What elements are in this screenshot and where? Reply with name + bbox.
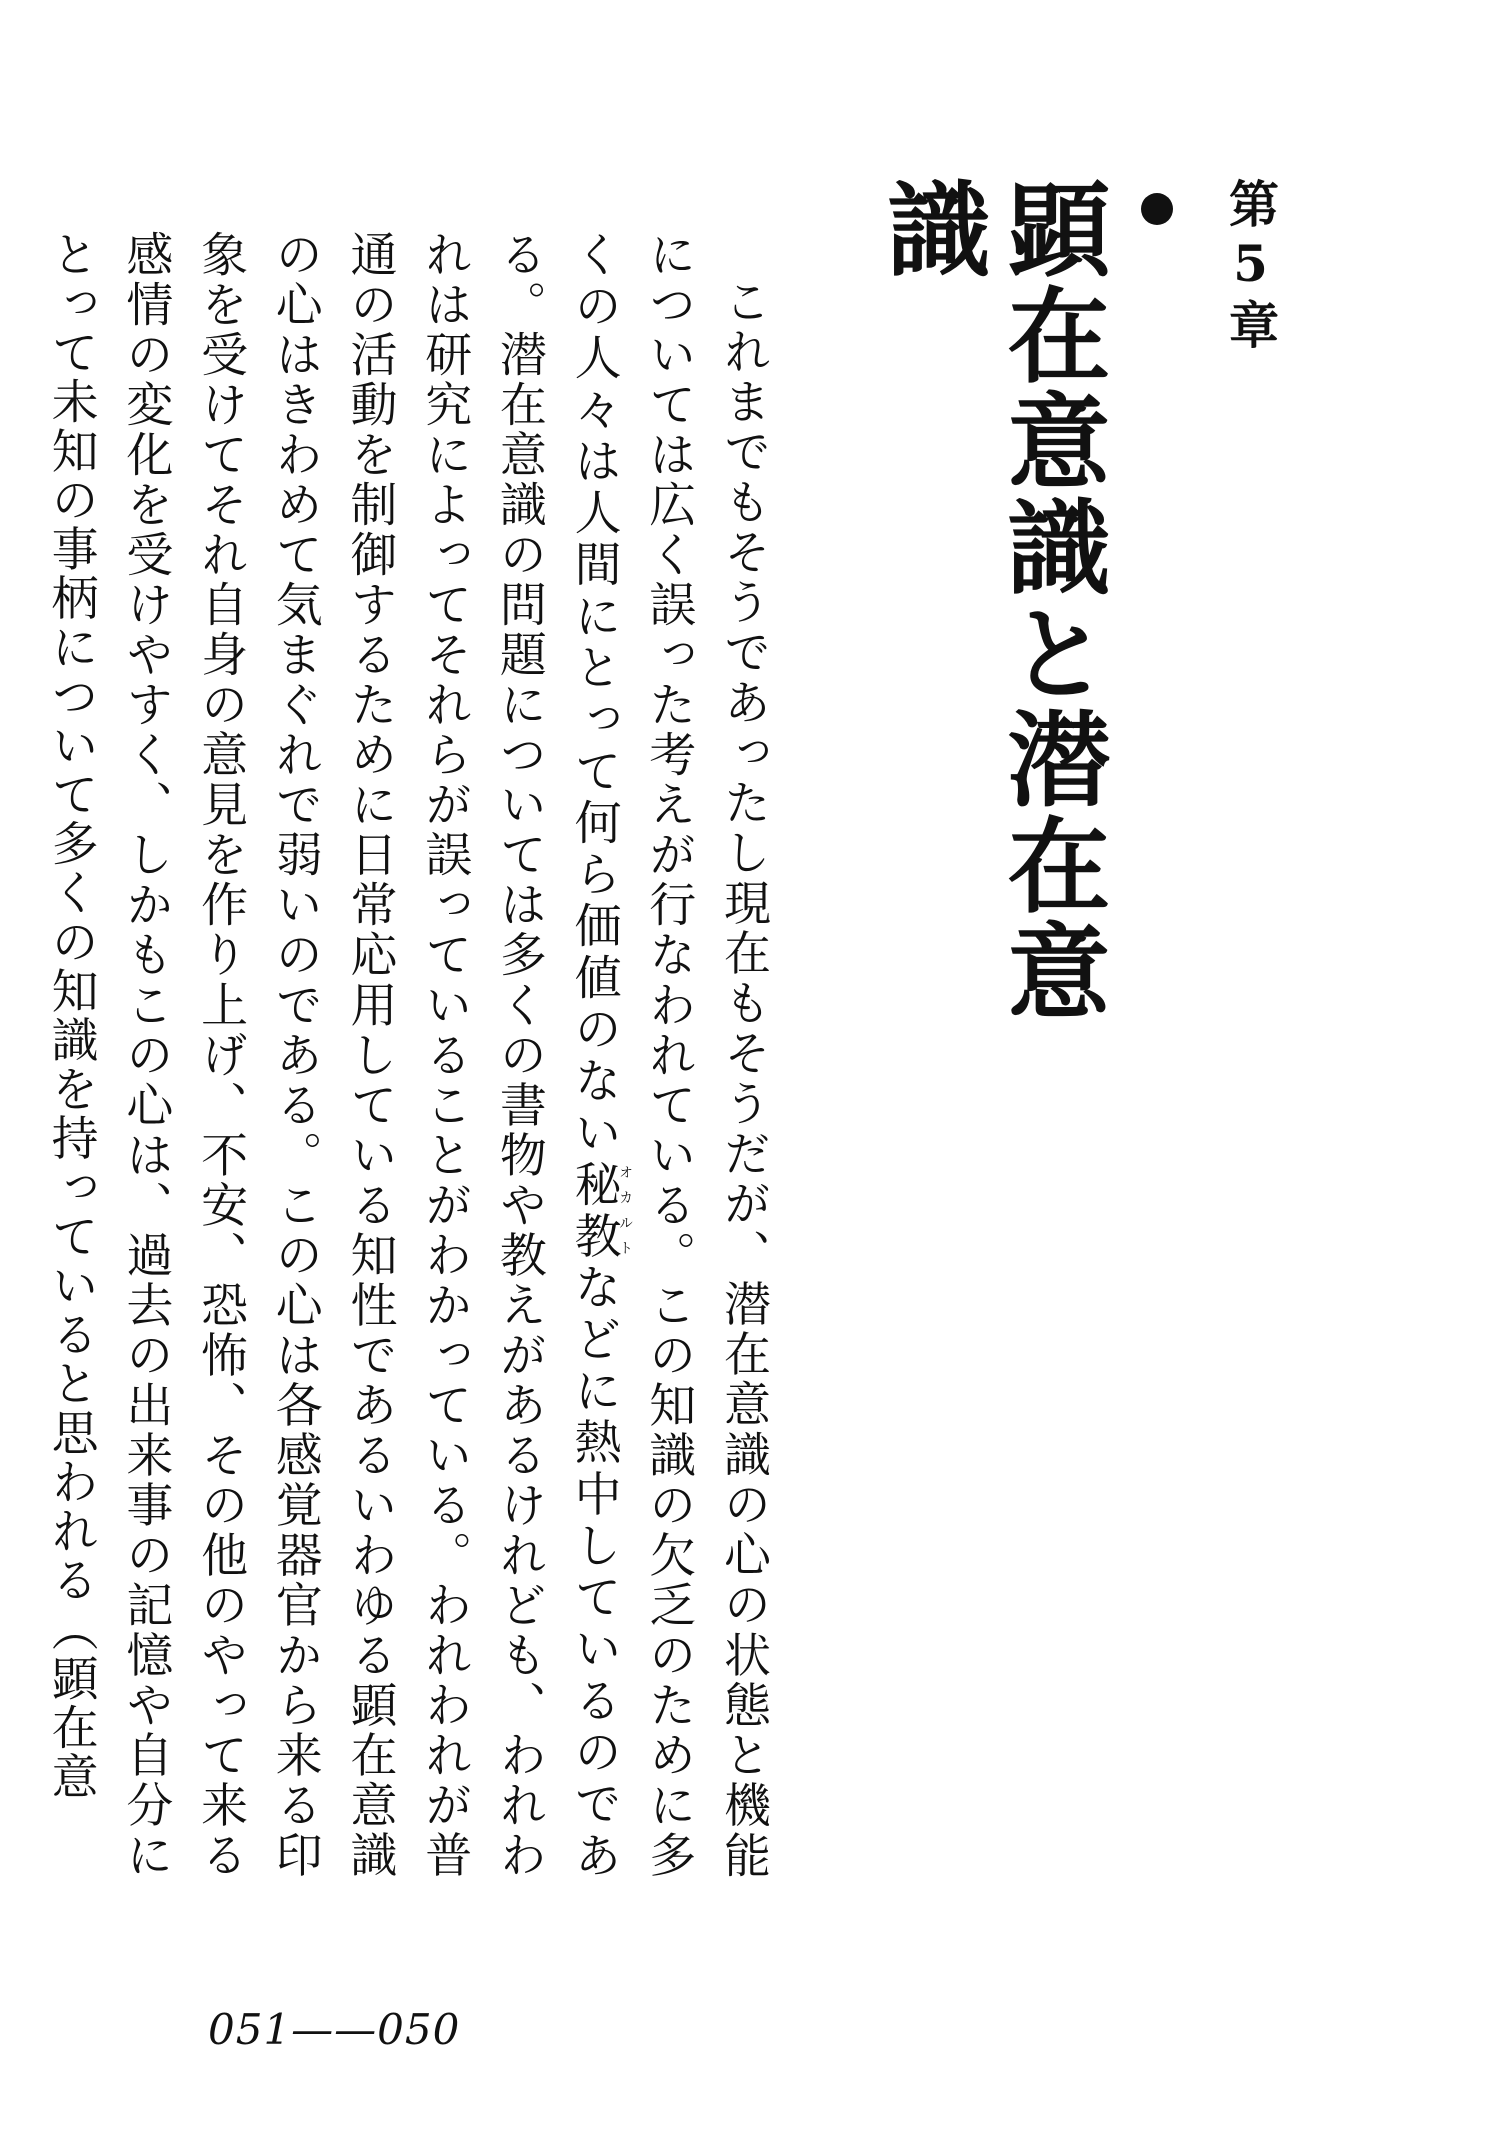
- page-number: 051——050: [208, 2005, 461, 2054]
- ruby-annotation: [566, 1159, 634, 1263]
- chapter-label: 第5章: [1221, 178, 1280, 355]
- ruby-base: 秘教: [566, 1159, 622, 1263]
- chapter-title: 顕在意識と潜在意識: [870, 176, 1111, 1024]
- ruby-text: オカルト: [617, 1159, 634, 1261]
- body-text-part-1: これまでもそうであったし現在もそうだが、潜在意識の心の状態と機能については広く誤った考えが行なわれている。この知識の欠乏のために多くの人々は人間にとって何ら価値のない: [566, 230, 771, 1880]
- chapter-bullet-icon: [1141, 193, 1173, 225]
- body-text-part-2: などに熱中しているのである。潜在意識の問題については多くの書物や教えがあるけれども、われわれは研究によってそれらが誤っていることがわかっている。われわれが普通の活動を制御するために日常応用している知性であるいわゆる顕在意識の心はきわめて気まぐれで弱いのである。この心は各感覚器官から来る印象を受けてそれ自身の意見を作り上げ、不安、恐怖、その他のやって来る感情の変化を受けやすく、しかもこの心は、過去の出来事の記憶や自分にとって未知の事柄について多くの知識を持っていると思われる（顕在意: [43, 230, 622, 1880]
- body-paragraph: [33, 230, 780, 1880]
- body-text: [43, 230, 780, 1880]
